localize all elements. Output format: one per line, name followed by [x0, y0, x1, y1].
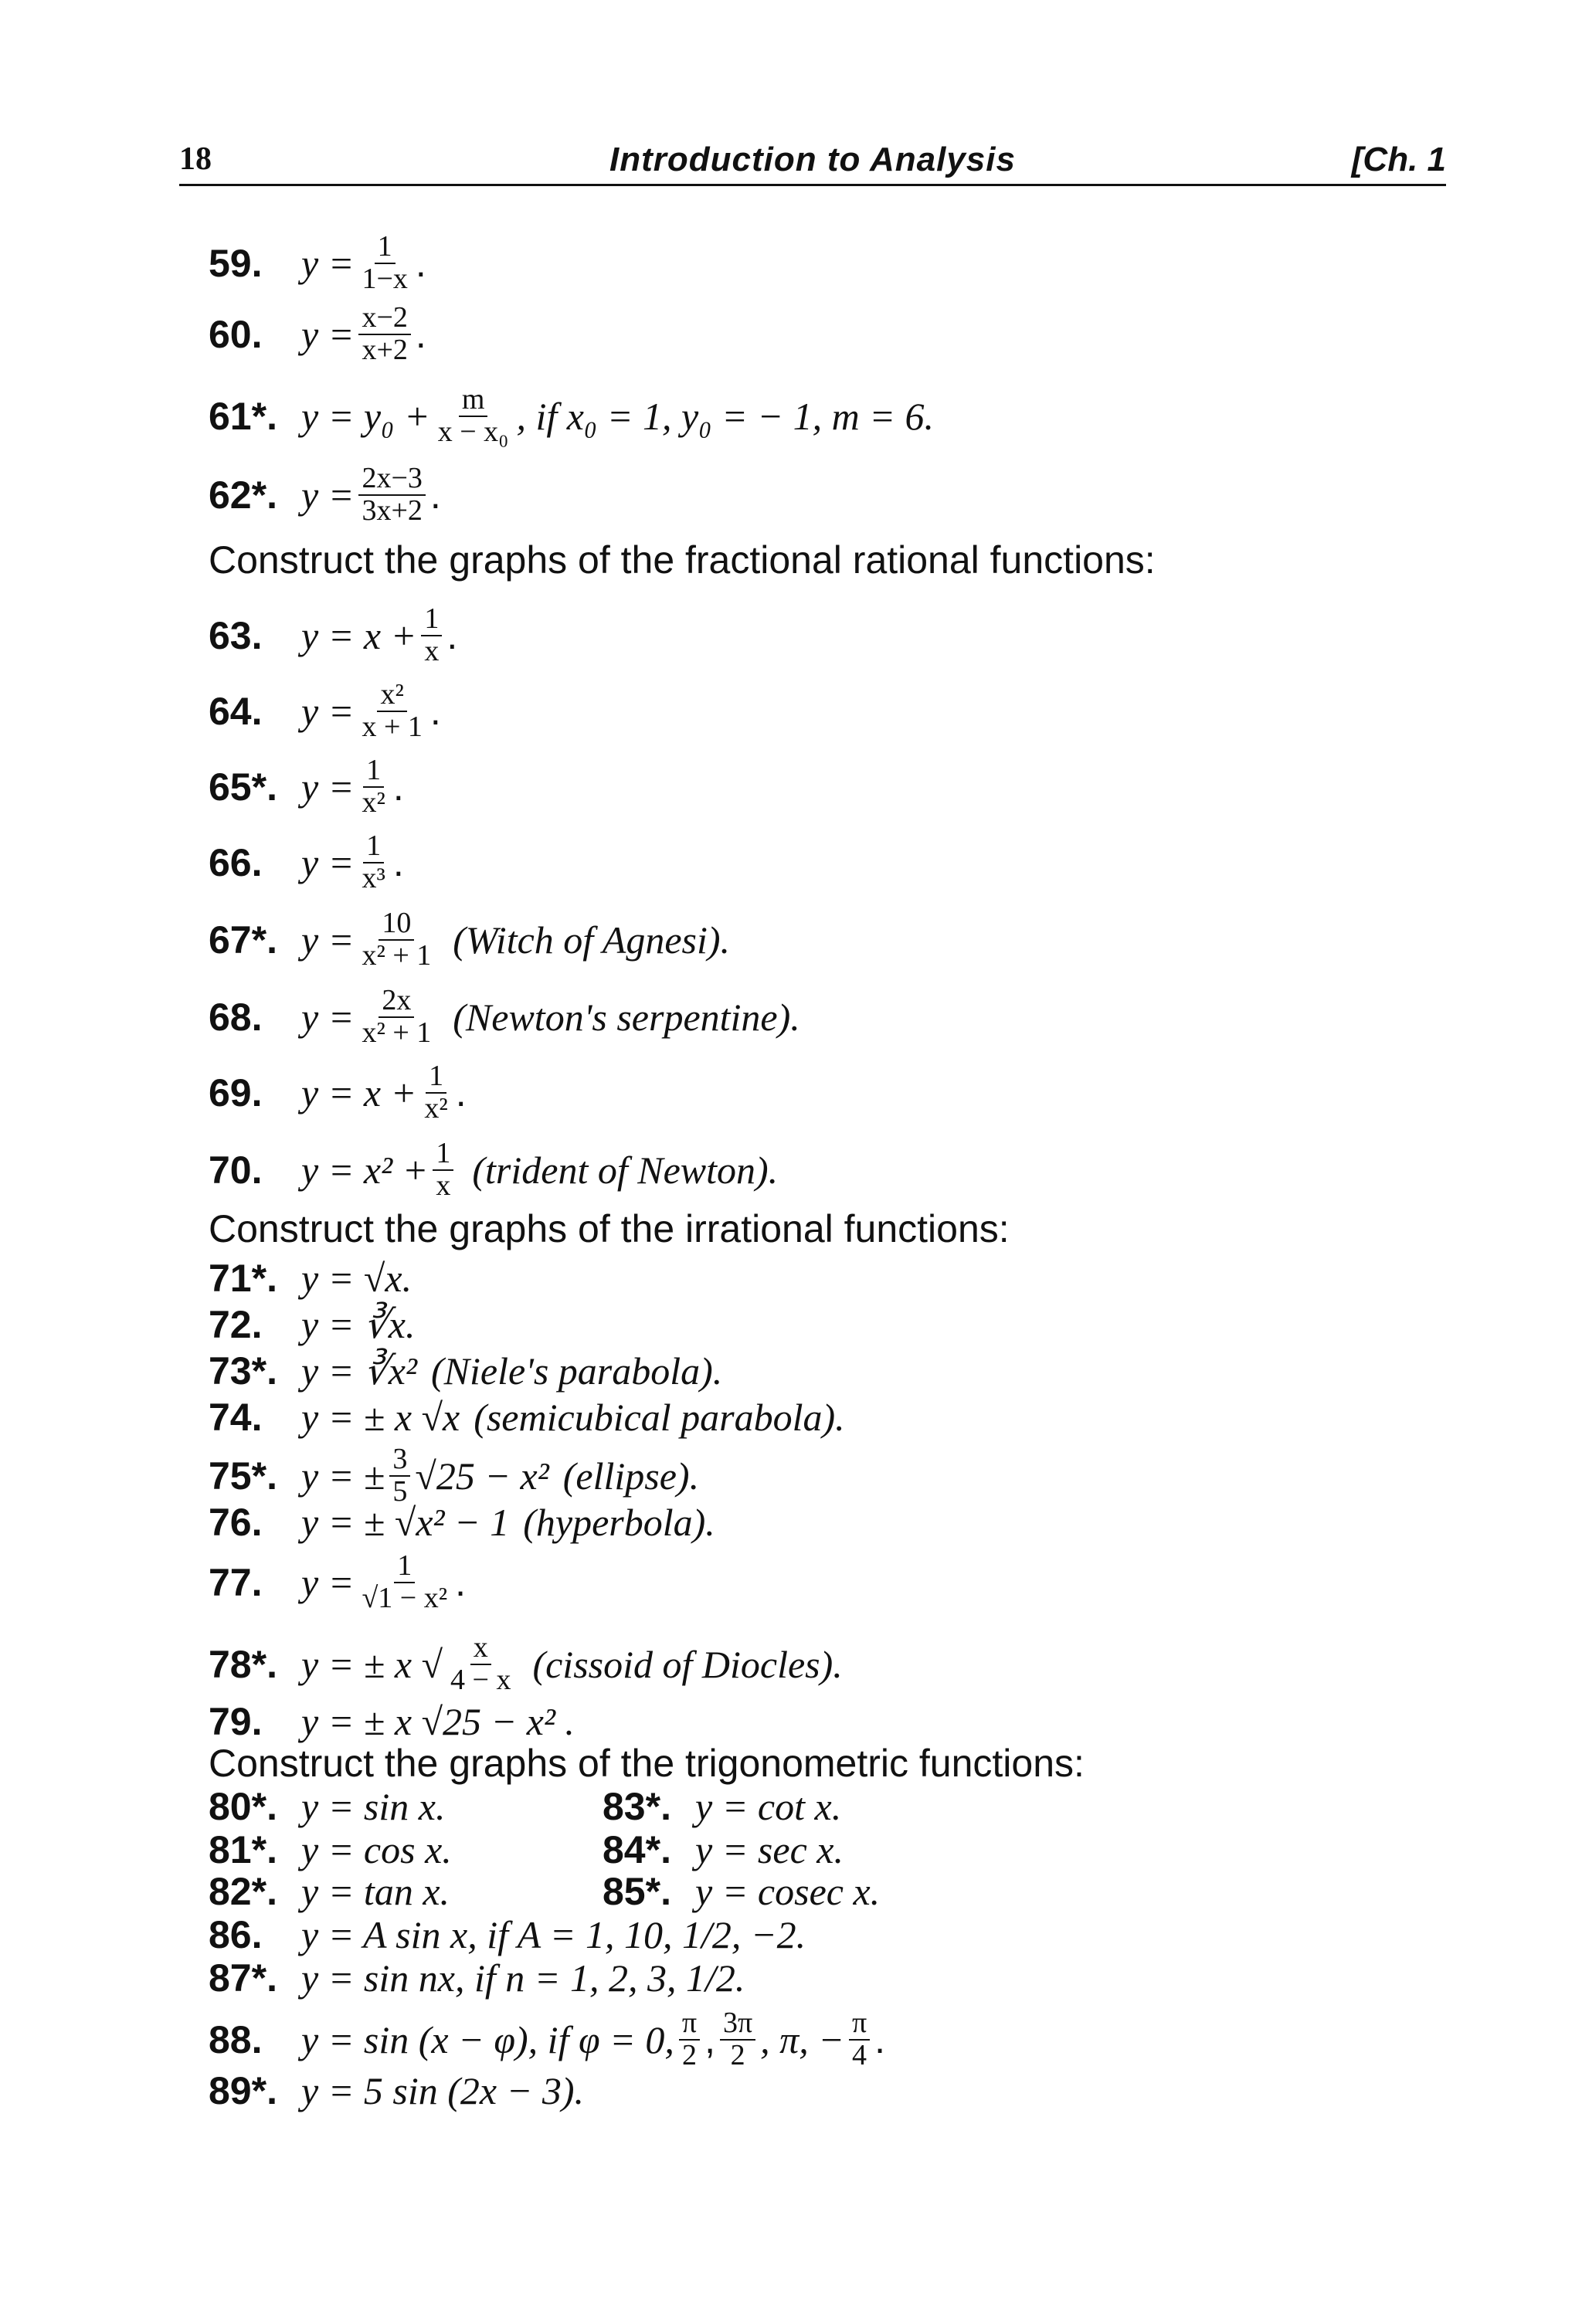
problem-81: 81*. y = cos x. — [209, 1828, 452, 1871]
problem-82: 82*. y = tan x. — [209, 1870, 450, 1913]
problem-85: 85*. y = cosec x. — [603, 1870, 881, 1913]
problem-75: 75*. y = ± $\frac{3}{5}$ √25 − x² (ellipse). — [209, 1443, 700, 1508]
fraction: $\frac{1}{1-x}$ — [362, 230, 408, 295]
fraction: $\frac{1}{\text{x²}}$ — [424, 1060, 448, 1125]
fraction: $\frac{\text{x²}}{x + 1}$ — [362, 678, 423, 743]
section-heading-trig: Construct the graphs of the trigonometric functions: — [209, 1742, 1085, 1785]
fraction: $\frac{m}{\text{x − x₀}}$ — [437, 383, 509, 448]
fraction: $\frac{2x}{\text{x² + 1}}$ — [362, 984, 432, 1049]
chapter-label: [Ch. 1 — [1351, 141, 1446, 178]
page-header — [179, 141, 1446, 186]
fraction: $\frac{x-2}{x+2}$ — [358, 303, 410, 366]
problem-86: 86. y = A sin x, if A = 1, 10, 1/2, −2. — [209, 1913, 806, 1956]
fraction: $\frac{2x-3}{3x+2}$ — [358, 463, 425, 527]
problem-79: 79. y = ± x √25 − x² . — [209, 1700, 575, 1743]
fraction: $\frac{1}{\text{√1 − x²}}$ — [362, 1549, 448, 1614]
fraction: $\frac{1}{\text{x²}}$ — [362, 754, 385, 819]
problem-66: 66. y = $\frac{1}{\text{x³}}$ . — [209, 830, 404, 894]
fraction: $\frac{1}{x}$ — [421, 604, 442, 667]
problem-87: 87*. y = sin nx, if n = 1, 2, 3, 1/2. — [209, 1956, 745, 2000]
fraction: $\frac{\pi}{2}$ — [679, 2008, 700, 2071]
fraction: $\frac{10}{\text{x² + 1}}$ — [362, 907, 432, 972]
problem-74: 74. y = ± x √x (semicubical parabola). — [209, 1396, 845, 1439]
section-heading-irrational: Construct the graphs of the irrational functions: — [209, 1207, 1010, 1250]
page-number: 18 — [179, 141, 212, 177]
fraction: $\frac{\pi}{4}$ — [849, 2008, 870, 2071]
problem-65: 65*. y = $\frac{1}{\text{x²}}$ . — [209, 754, 404, 819]
problem-83: 83*. y = cot x. — [603, 1785, 842, 1828]
fraction: $\frac{1}{\text{x³}}$ — [362, 830, 385, 894]
problem-71: 71*. y = √x. — [209, 1257, 412, 1300]
section-heading-fractional: Construct the graphs of the fractional rational functions: — [209, 538, 1156, 582]
fraction: $\frac{1}{x}$ — [433, 1138, 453, 1202]
problem-73: 73*. y = ∛x² (Niele's parabola). — [209, 1349, 723, 1393]
fraction: $\frac{x}{4 - x}$ — [450, 1631, 511, 1696]
problem-89: 89*. y = 5 sin (2x − 3). — [209, 2069, 585, 2112]
problem-60: 60. y = $\frac{x-2}{x+2}$ . — [209, 301, 426, 366]
problem-76: 76. y = ± √x² − 1 (hyperbola). — [209, 1501, 715, 1544]
problem-67: 67*. y = $\frac{10}{\text{x² + 1}}$ (Witch of Agnesi). — [209, 907, 731, 972]
problem-72: 72. y = ∛x. — [209, 1303, 416, 1346]
problem-78: 78*. y = ± x √ $\frac{x}{4 - x}$ (cissoid of Diocles). — [209, 1631, 843, 1696]
fraction: $\frac{3\pi}{2}$ — [720, 2008, 755, 2071]
problem-61: 61*. y = y₀ + $\frac{m}{\text{x − x₀}}$ , if x₀ = 1, y₀ = − 1, m = 6. — [209, 383, 934, 448]
problem-69: 69. y = x + $\frac{1}{\text{x²}}$ . — [209, 1060, 467, 1125]
problem-84: 84*. y = sec x. — [603, 1828, 844, 1871]
problem-70: 70. y = x² + $\frac{1}{x}$ (trident of Newton). — [209, 1137, 779, 1202]
problem-68: 68. y = $\frac{2x}{\text{x² + 1}}$ (Newton's serpentine). — [209, 984, 800, 1049]
fraction: $\frac{3}{5}$ — [389, 1444, 410, 1508]
problem-59: 59. y = $\frac{1}{1-x}$ . — [209, 230, 426, 295]
problem-77: 77. y = $\frac{1}{\text{√1 − x²}}$ . — [209, 1549, 467, 1614]
problem-64: 64. y = $\frac{\text{x²}}{x + 1}$ . — [209, 678, 441, 743]
running-title: Introduction to Analysis — [609, 141, 1016, 178]
problem-62: 62*. y = $\frac{2x-3}{3x+2}$ . — [209, 462, 441, 527]
problem-80: 80*. y = sin x. — [209, 1785, 446, 1828]
problem-63: 63. y = x + $\frac{1}{x}$ . — [209, 602, 458, 667]
problem-88: 88. y = sin (x − φ), if φ = 0, $\frac{\pi}{2}$ , $\frac{3\pi}{2}$ , π, − $\frac{\pi}{4}$ . — [209, 2007, 886, 2071]
